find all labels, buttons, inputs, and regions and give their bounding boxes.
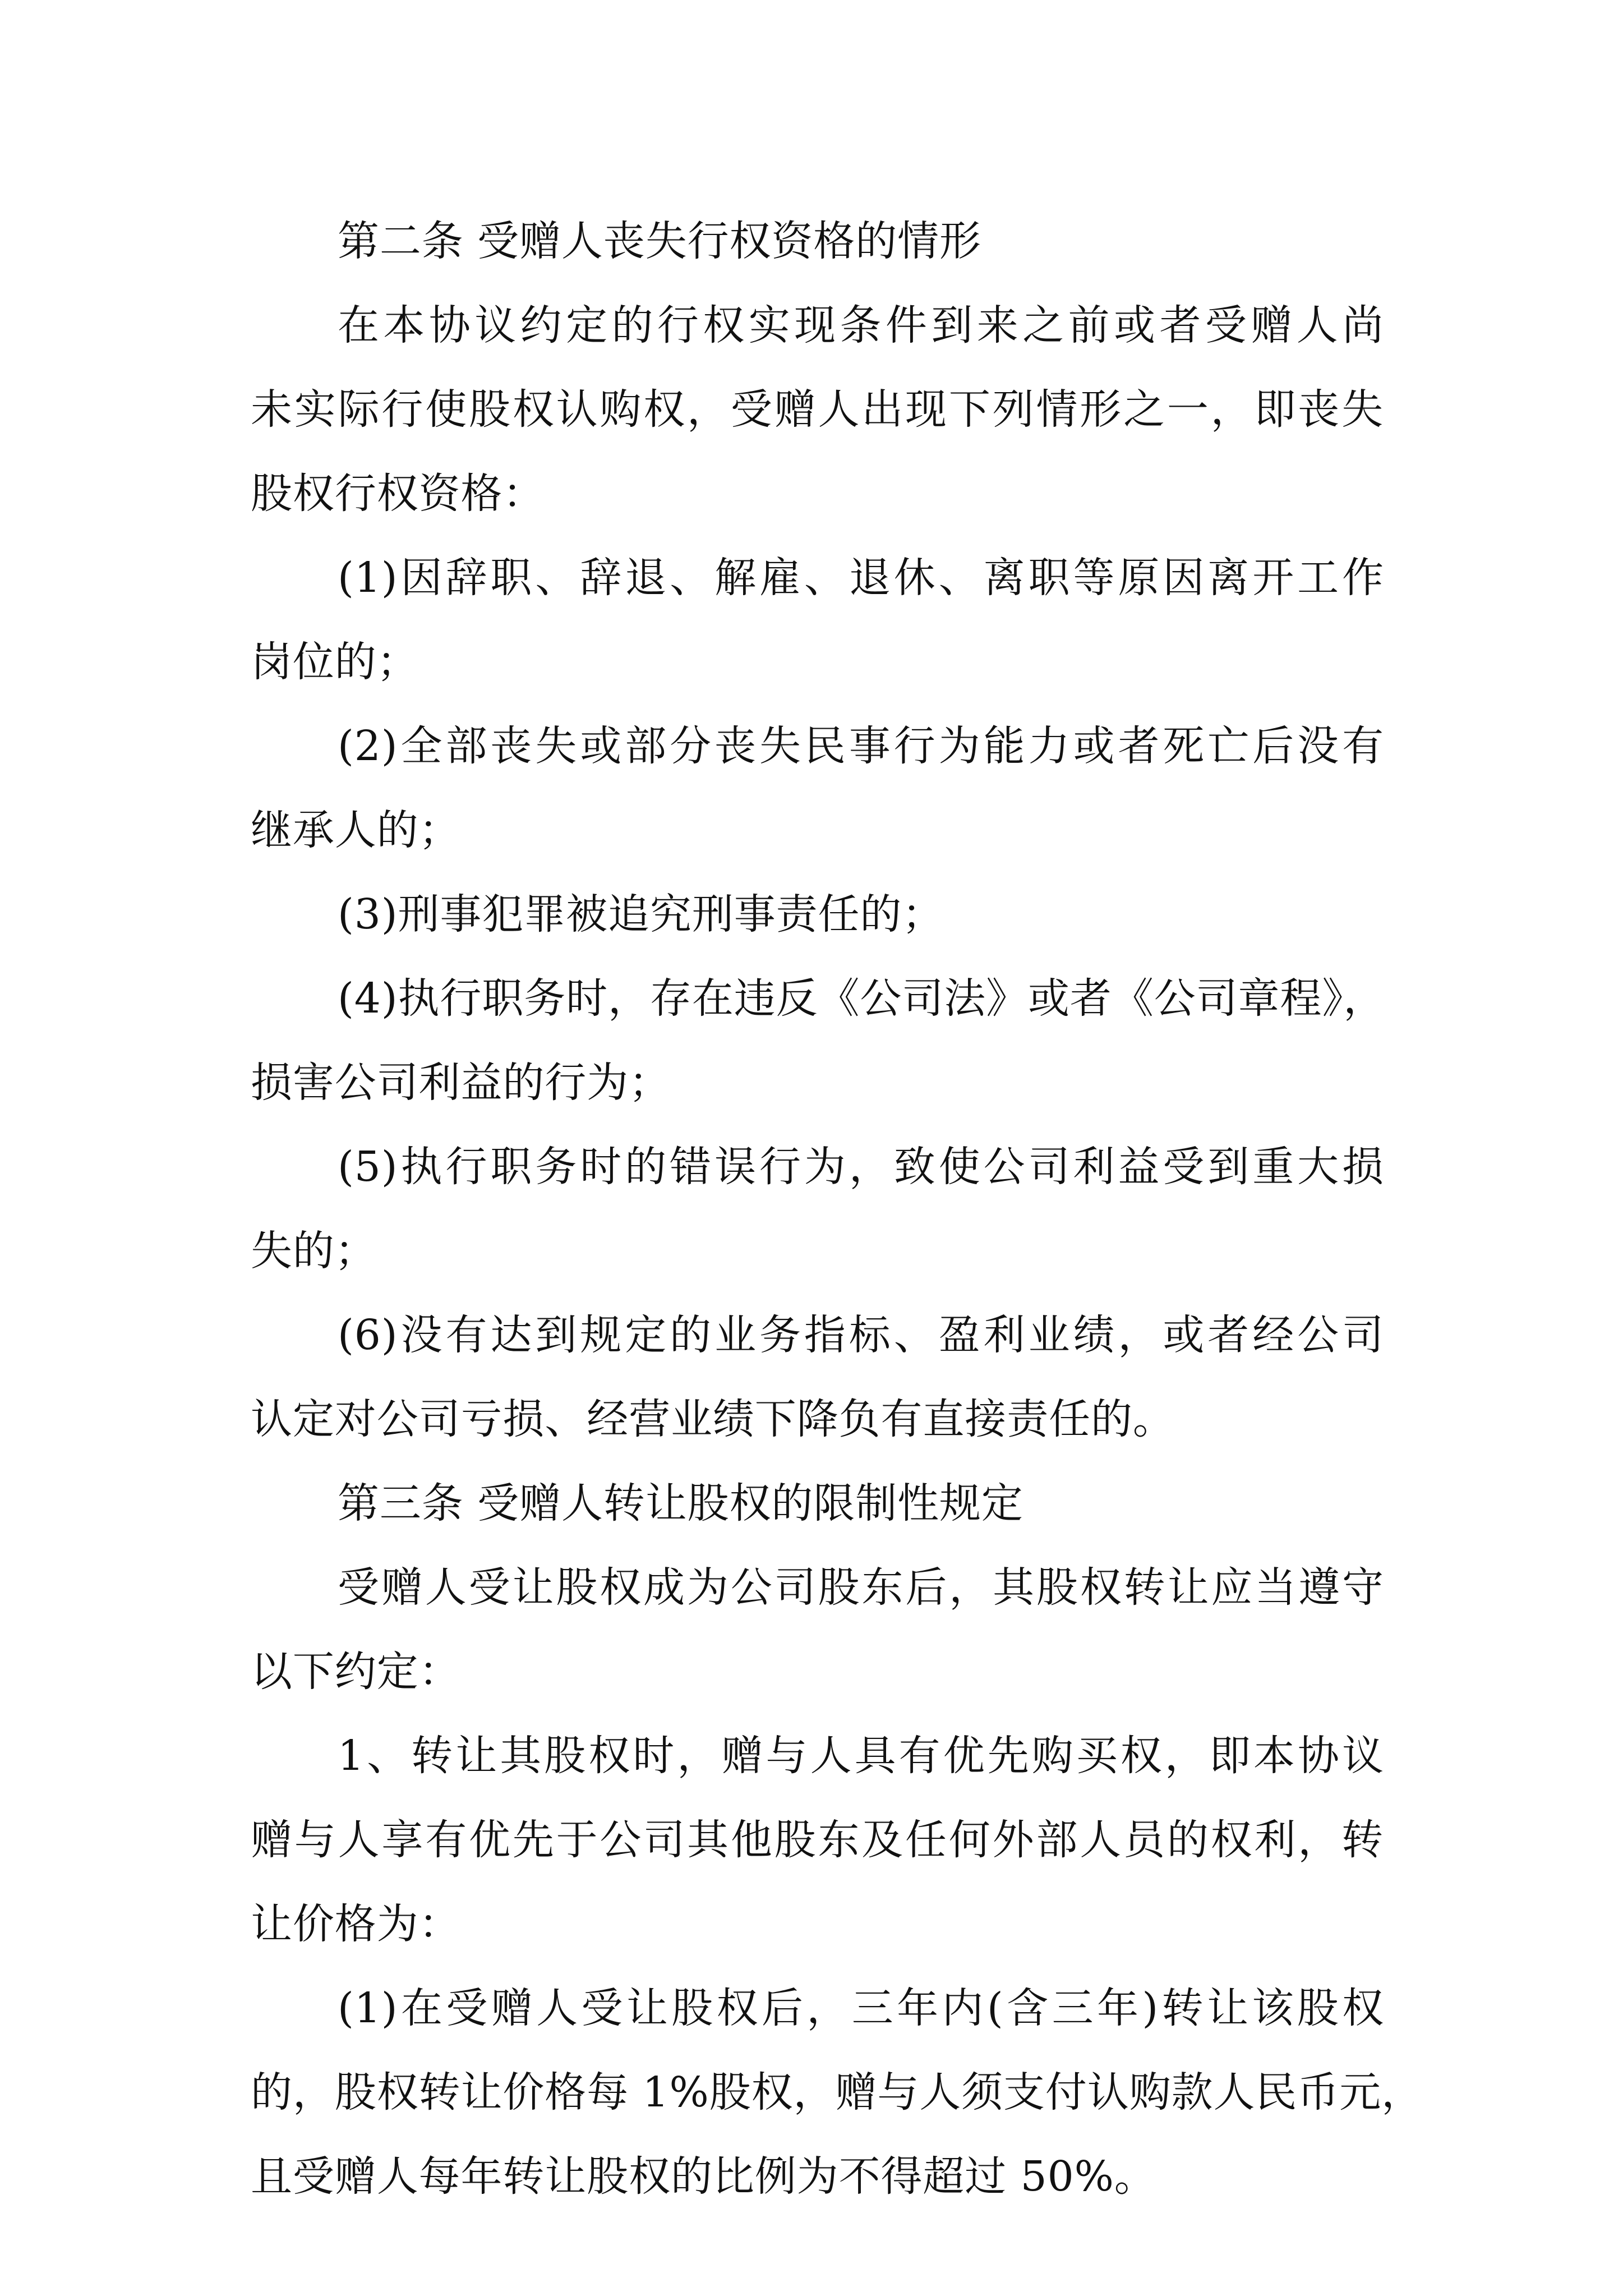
article-2-intro-line-2: 未实际行使股权认购权，受赠人出现下列情形之一，即丧失 [251,385,1384,434]
article-3-clause-1-item-1-line-2: 的，股权转让价格每 1%股权，赠与人须支付认购款人民币元， [251,2068,1424,2116]
article-2-intro-line-3: 股权行权资格： [251,470,545,518]
article-2-item-6-line-1: (6)没有达到规定的业务指标、盈利业绩，或者经公司 [338,1311,1384,1359]
article-2-item-2-line-2: 继承人的； [251,806,461,854]
article-3-clause-1-line-1: 1、转让其股权时，赠与人具有优先购买权，即本协议 [338,1732,1384,1780]
article-2-intro-line-1: 在本协议约定的行权实现条件到来之前或者受赠人尚 [338,301,1384,349]
article-2-item-6-line-2: 认定对公司亏损、经营业绩下降负有直接责任的。 [251,1395,1175,1443]
article-2-item-1-line-1: (1)因辞职、辞退、解雇、退休、离职等原因离开工作 [338,554,1384,602]
article-2-item-4-line-1: (4)执行职务时，存在违反《公司法》或者《公司章程》， [338,974,1386,1023]
article-2-item-1-line-2: 岗位的； [251,638,419,686]
article-3-intro-line-1: 受赠人受让股权成为公司股东后，其股权转让应当遵守 [338,1563,1384,1612]
article-3-clause-1-line-2: 赠与人享有优先于公司其他股东及任何外部人员的权利，转 [251,1816,1384,1864]
article-3-clause-1-item-1-line-1: (1)在受赠人受让股权后，三年内(含三年)转让该股权 [338,1984,1384,2032]
article-3-clause-1-line-3: 让价格为： [251,1900,461,1948]
article-2-item-3: (3)刑事犯罪被追究刑事责任的； [338,890,944,938]
article-2-item-2-line-1: (2)全部丧失或部分丧失民事行为能力或者死亡后没有 [338,722,1384,770]
article-2-item-5-line-2: 失的； [251,1227,377,1275]
article-2-item-5-line-1: (5)执行职务时的错误行为，致使公司利益受到重大损 [338,1143,1384,1191]
article-2-item-4-line-2: 损害公司利益的行为； [251,1059,671,1107]
article-3-clause-1-item-1-line-3: 且受赠人每年转让股权的比例为不得超过 50%。 [251,2152,1156,2201]
article-3-heading: 第三条 受赠人转让股权的限制性规定 [338,1479,1023,1527]
article-3-intro-line-2: 以下约定： [251,1648,461,1696]
article-2-heading: 第二条 受赠人丧失行权资格的情形 [338,217,981,265]
